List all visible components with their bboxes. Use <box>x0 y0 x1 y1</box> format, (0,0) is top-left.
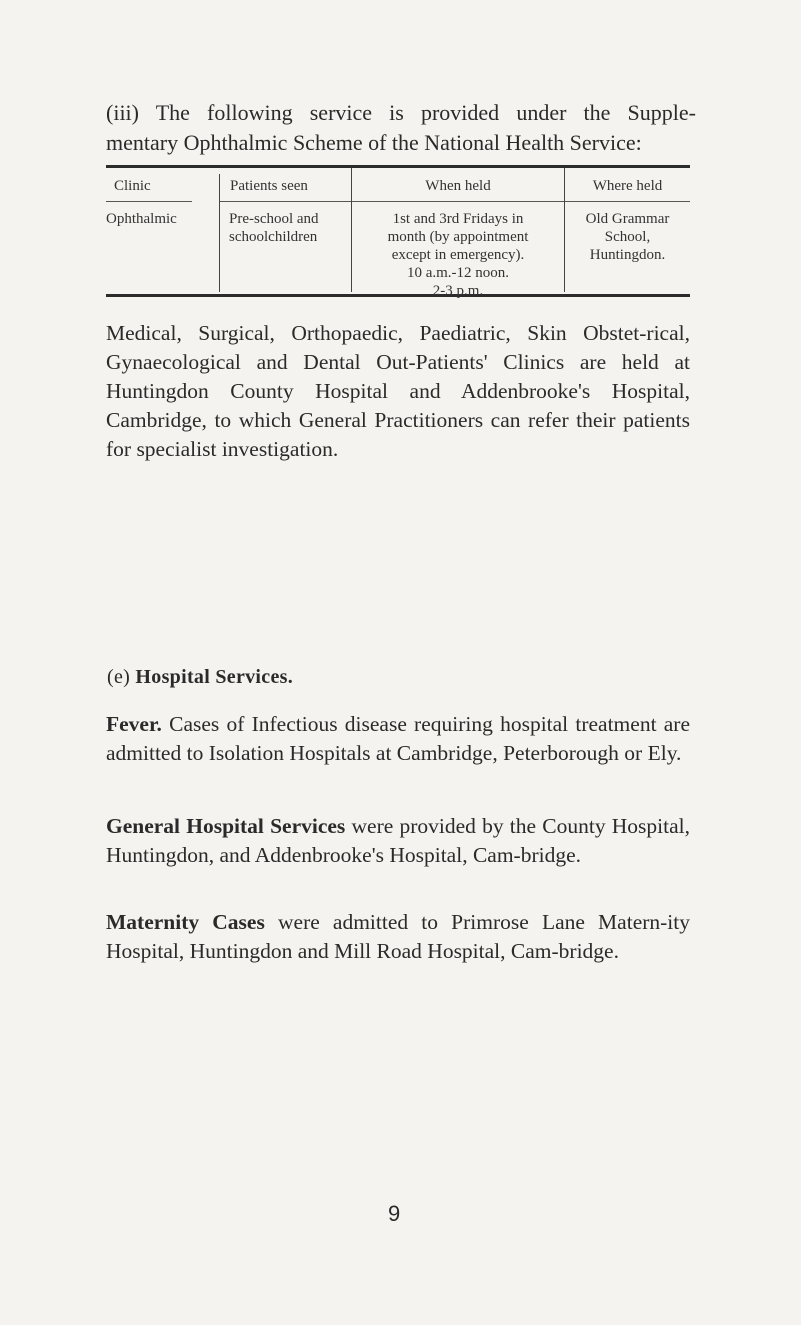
cell-line: month (by appointment <box>387 229 529 245</box>
general-text: were provided by the County Hospital, Huntingdon, and Addenbrooke's Hospital, Cam-bridge. <box>106 814 691 867</box>
fever-text: Cases of Infectious disease requiring hospital treatment are admitted to Isolation Hospitals at Cambridge, Peterborough or Ely. <box>106 712 690 765</box>
section-label: (e) <box>107 666 131 688</box>
cell-line: schoolchildren <box>229 229 318 245</box>
maternity-paragraph <box>106 908 690 966</box>
intro-paragraph <box>106 98 696 158</box>
cell-line: Old Grammar <box>585 211 670 227</box>
cell-line: 10 a.m.-12 noon. <box>406 265 510 281</box>
cell-patients <box>229 210 319 246</box>
cell-where <box>565 210 690 264</box>
cell-when <box>352 210 564 300</box>
intro-line-1: (iii) The following service is provided under the Supple- <box>106 100 696 125</box>
clinics-paragraph: Medical, Surgical, Orthopaedic, Paediatric, Skin Obstet-rical, Gynaecological and Dental Out-Patients' Clinics are held at Huntingdon County Hospital and Addenbrooke's Hospital, Cambridge, to which General Practitioners can refer their patients for specialist investigation. <box>106 321 690 461</box>
cell-line: 2-3 p.m. <box>432 283 484 299</box>
cell-line: except in emergency). <box>391 247 525 263</box>
header-where-held: Where held <box>592 178 663 194</box>
fever-paragraph <box>106 710 690 768</box>
section-heading <box>107 666 293 689</box>
header-underline <box>106 201 192 202</box>
page-number: 9 <box>388 1201 401 1226</box>
table-top-rule <box>106 165 690 168</box>
fever-lead: Fever. <box>106 712 162 736</box>
header-underline <box>220 201 690 202</box>
section-title: Hospital Services. <box>135 666 294 688</box>
header-patients-seen: Patients seen <box>230 178 308 194</box>
maternity-text: were admitted to Primrose Lane Matern-ity Hospital, Huntingdon and Mill Road Hospital, Cam-bridge. <box>106 910 691 963</box>
general-hospital-paragraph <box>106 812 690 870</box>
general-lead: General Hospital Services <box>106 814 346 838</box>
maternity-lead: Maternity Cases <box>106 910 265 934</box>
column-divider <box>219 174 220 292</box>
cell-line: Huntingdon. <box>589 247 666 263</box>
cell-line: School, <box>604 229 651 245</box>
header-clinic: Clinic <box>114 178 151 194</box>
cell-line: 1st and 3rd Fridays in <box>392 211 524 227</box>
header-when-held: When held <box>425 178 491 194</box>
cell-line: Pre-school and <box>229 211 319 227</box>
intro-line-2: mentary Ophthalmic Scheme of the National Health Service: <box>106 130 642 155</box>
cell-clinic: Ophthalmic <box>106 211 177 227</box>
